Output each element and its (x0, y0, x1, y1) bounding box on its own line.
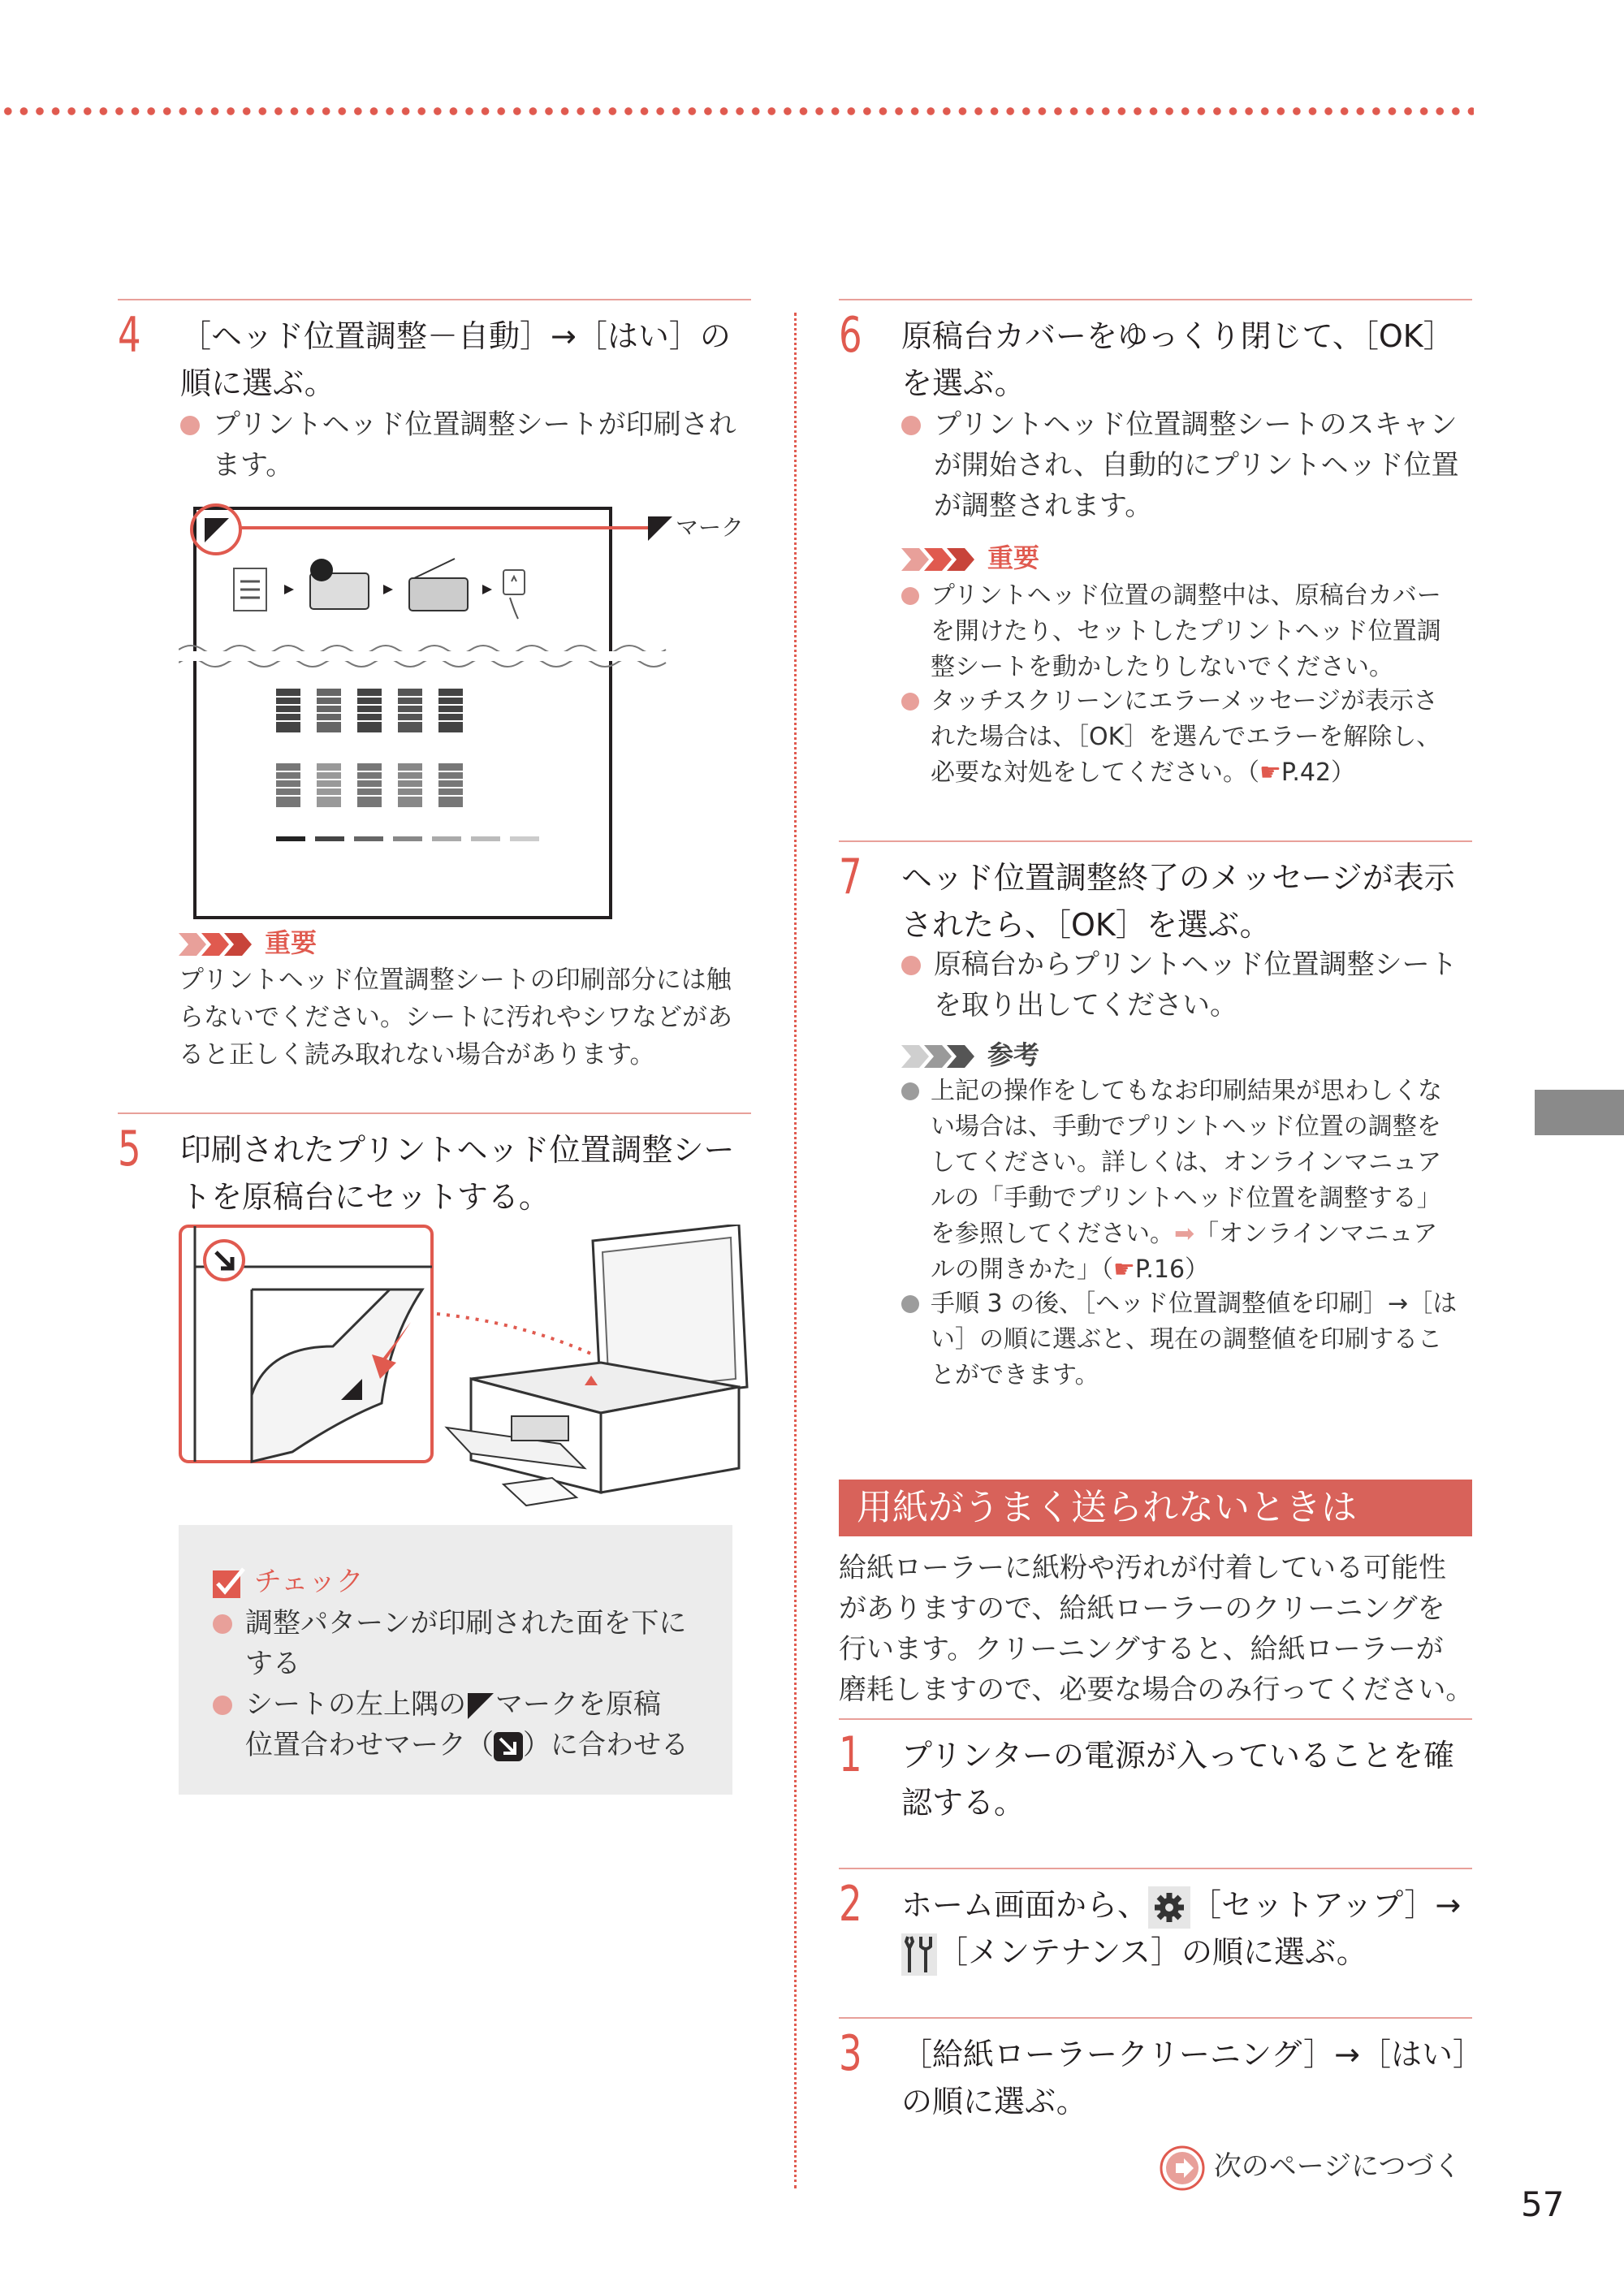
step7-reference-1: 上記の操作をしてもなお印刷結果が思わしくな い場合は、手動でプリントヘッド位置の調整を してください。詳しくは、オンラインマニュア ルの「手動でプリントヘッド位置を調整する」 を参照してください。➡「オンラインマニュア ルの開きかた」（☛P.16） (901, 1074, 1442, 1288)
important-chevron-icon (901, 548, 976, 571)
alignment-sheet-illustration (179, 497, 747, 919)
step4-heading: ［ヘッド位置調整－自動］→［はい］の 順に選ぶ。 (180, 318, 731, 401)
step7-reference-2: 手順 3 の後、［ヘッド位置調整値を印刷］→［は い］の順に選ぶと、現在の調整値を印刷するこ とができます。 (901, 1286, 1457, 1393)
mark-label: マーク (676, 514, 745, 541)
set-sheet-illustration (179, 1225, 755, 1517)
continue-next-page[interactable]: 次のページにつづく (1160, 2144, 1461, 2191)
step4-important-text: プリントヘッド位置調整シートの印刷部分には触 らないでください。シートに汚れやシワなどがあ ると正しく読み取れない場合があります。 (179, 966, 732, 1069)
step5-rule (118, 1112, 751, 1114)
sec-step2-rule (839, 1868, 1472, 1869)
page-number: 57 (1521, 2184, 1565, 2224)
top-dotted-rule (0, 106, 1474, 116)
step5-number: 5 (118, 1121, 141, 1177)
sec-step1-rule (839, 1718, 1472, 1720)
pointing-hand-icon: ☛ (1259, 758, 1281, 787)
step6-important-1: プリントヘッド位置の調整中は、原稿台カバー を開けたり、セットしたプリントヘッド位置調 整シートを動かしたりしないでください。 (901, 578, 1441, 685)
check-icon (213, 1567, 245, 1600)
step7-number: 7 (839, 849, 862, 905)
sec-step3-number: 3 (839, 2025, 862, 2082)
step6-bullet: プリントヘッド位置調整シートのスキャン が開始され、自動的にプリントヘッド位置 が調整されます。 (901, 404, 1459, 526)
step6-rule (839, 299, 1472, 300)
sec-step3-heading: ［給紙ローラークリーニング］→［はい］ の順に選ぶ。 (901, 2037, 1484, 2119)
reference-chevron-icon (901, 1045, 976, 1068)
alignment-arrow-icon (494, 1732, 523, 1761)
side-tab-marker (1535, 1090, 1624, 1135)
step6-number: 6 (839, 307, 862, 364)
step5-heading: 印刷されたプリントヘッド位置調整シー トを原稿台にセットする。 (180, 1132, 735, 1215)
check-item-1: 調整パターンが印刷された面を下に する (213, 1603, 686, 1684)
sec-step2-number: 2 (839, 1876, 862, 1933)
page-ref-p42[interactable]: P.42 (1281, 758, 1332, 787)
important-chevron-icon (179, 933, 253, 956)
step4-important-label: 重要 (179, 922, 317, 960)
pointing-hand-icon: ☛ (1113, 1255, 1135, 1284)
check-label: チェック (213, 1559, 364, 1600)
sec-step2-heading: ホーム画面から、 ［セットアップ］→ ［メンテナンス］の順に選ぶ。 (901, 1881, 1461, 1976)
step7-rule (839, 840, 1472, 842)
column-divider (794, 313, 797, 2188)
section-heading: 用紙がうまく送られないときは (839, 1480, 1472, 1536)
page-ref-p16[interactable]: P.16 (1134, 1255, 1186, 1284)
maintenance-tools-icon (901, 1933, 937, 1976)
sec-step3-rule (839, 2017, 1472, 2019)
step7-bullet: 原稿台からプリントヘッド位置調整シート を取り出してください。 (901, 944, 1458, 1026)
sec-step1-number: 1 (839, 1726, 862, 1783)
arrow-right-icon: ➡ (1174, 1220, 1195, 1248)
corner-mark-icon (466, 1691, 495, 1721)
continue-arrow-icon (1160, 2145, 1205, 2191)
step7-reference-label: 参考 (901, 1035, 1039, 1072)
step4-bullet: プリントヘッド位置調整シートが印刷され ます。 (180, 404, 736, 486)
sec-step1-heading: プリンターの電源が入っていることを確 認する。 (901, 1738, 1454, 1821)
step4-rule (118, 299, 751, 300)
step7-heading: ヘッド位置調整終了のメッセージが表示 されたら、［OK］を選ぶ。 (901, 860, 1455, 943)
setup-gear-icon (1148, 1886, 1190, 1929)
step6-important-2: タッチスクリーンにエラーメッセージが表示さ れた場合は、［OK］を選んでエラーを解除し、 必要な対処をしてください。（☛P.42） (901, 684, 1440, 791)
section-intro: 給紙ローラーに紙粉や汚れが付着している可能性 がありますので、給紙ローラーのクリーニングを 行います。クリーニングすると、給紙ローラーが 磨耗しますので、必要な場合のみ行ってください。 (839, 1552, 1474, 1706)
step4-number: 4 (118, 307, 141, 364)
step6-heading: 原稿台カバーをゆっくり閉じて、［OK］ を選ぶ。 (901, 318, 1454, 401)
check-item-2: シートの左上隅の マークを原稿 位置合わせマーク（ ）に合わせる (213, 1684, 689, 1765)
mark-callout-icon (648, 516, 672, 541)
step6-important-label: 重要 (901, 538, 1039, 575)
